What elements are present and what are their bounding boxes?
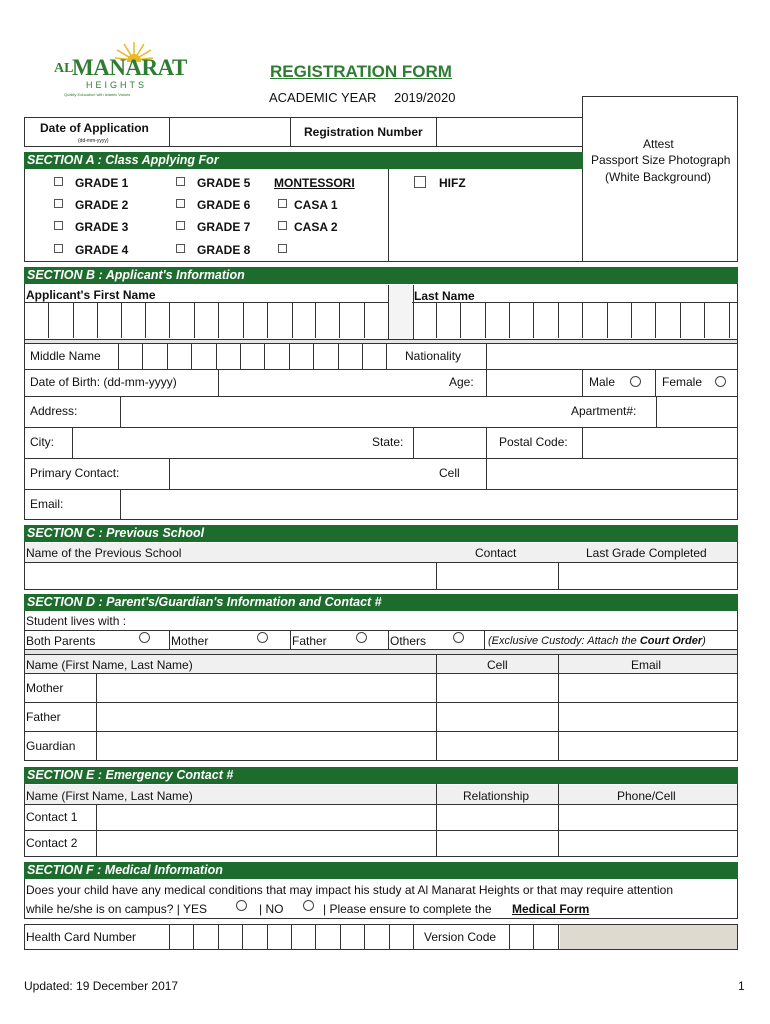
medical-question-ensure: | Please ensure to complete the: [323, 902, 492, 916]
casa-1-checkbox[interactable]: [278, 199, 287, 208]
logo-manarat: MANARAT: [72, 55, 187, 80]
contact-2-label: Contact 2: [26, 836, 78, 850]
montessori-other-checkbox[interactable]: [278, 244, 287, 253]
photo-line2: Passport Size Photograph: [591, 153, 731, 167]
male-radio[interactable]: [630, 376, 641, 387]
section-b-header: SECTION B : Applicant's Information: [24, 267, 738, 284]
grade-8-checkbox[interactable]: [176, 244, 185, 253]
father-radio[interactable]: [356, 632, 367, 643]
parent-name-header: Name (First Name, Last Name): [26, 658, 193, 672]
updated-date: Updated: 19 December 2017: [24, 979, 179, 993]
guardian-cell-field[interactable]: [437, 732, 557, 760]
first-name-cells[interactable]: [24, 303, 388, 338]
grade-4-label: GRADE 4: [75, 243, 129, 257]
cell-field[interactable]: [487, 459, 737, 488]
postal-code-label: Postal Code:: [499, 435, 568, 449]
mother-email-field[interactable]: [559, 674, 737, 702]
female-label: Female: [662, 375, 703, 389]
grade-5-label: GRADE 5: [197, 176, 251, 190]
grade-2-checkbox[interactable]: [54, 199, 63, 208]
father-email-field[interactable]: [559, 703, 737, 731]
address-field[interactable]: [121, 397, 561, 426]
dob-label: Date of Birth: (dd-mm-yyyy): [30, 375, 177, 389]
middle-name-cells[interactable]: [118, 343, 390, 369]
custody-note: [488, 635, 706, 647]
parent-cell-header: Cell: [487, 658, 508, 672]
postal-code-field[interactable]: [583, 428, 737, 457]
dob-field[interactable]: [219, 370, 434, 395]
section-d-header: SECTION D : Parent's/Guardian's Information and Contact #: [24, 594, 738, 611]
previous-school-name-label: Name of the Previous School: [26, 546, 182, 560]
health-card-cells[interactable]: [169, 925, 414, 949]
logo-heights: HEIGHTS: [86, 80, 148, 90]
version-code-cells[interactable]: [509, 925, 560, 949]
page-number: 1: [738, 979, 745, 993]
email-label: Email:: [30, 497, 64, 511]
others-radio[interactable]: [453, 632, 464, 643]
montessori-label: MONTESSORI: [274, 176, 355, 190]
nationality-label: Nationality: [405, 349, 462, 363]
academic-year-label: ACADEMIC YEAR: [269, 90, 377, 105]
casa-2-checkbox[interactable]: [278, 221, 287, 230]
father-option-label: Father: [292, 634, 327, 648]
grade-8-label: GRADE 8: [197, 243, 251, 257]
hifz-checkbox[interactable]: [414, 176, 426, 188]
father-name-field[interactable]: [97, 703, 435, 731]
guardian-name-field[interactable]: [97, 732, 435, 760]
others-option-label: Others: [390, 634, 427, 648]
school-logo: [54, 40, 187, 100]
medical-form-link[interactable]: Medical Form: [512, 902, 590, 916]
medical-question-yes: while he/she is on campus? | YES: [26, 902, 207, 916]
city-field[interactable]: [73, 428, 363, 457]
state-label: State:: [372, 435, 404, 449]
court-order-text: Court Order: [639, 635, 703, 647]
primary-contact-label: Primary Contact:: [30, 466, 120, 480]
custody-prefix: (Exclusive Custody: Attach the: [488, 635, 640, 647]
form-title: REGISTRATION FORM: [270, 62, 452, 81]
previous-school-contact-field[interactable]: [437, 563, 557, 589]
grade-7-checkbox[interactable]: [176, 221, 185, 230]
grade-7-label: GRADE 7: [197, 220, 251, 234]
section-e-header: SECTION E : Emergency Contact #: [24, 767, 738, 784]
medical-question-no: | NO: [259, 902, 284, 916]
medical-no-radio[interactable]: [303, 900, 314, 911]
health-card-grey-area: [560, 925, 737, 949]
grade-1-label: GRADE 1: [75, 176, 129, 190]
logo-al: AL: [54, 61, 74, 76]
registration-number-field[interactable]: [437, 118, 582, 146]
both-parents-label: Both Parents: [26, 634, 96, 648]
previous-school-name-field[interactable]: [25, 563, 435, 589]
grade-4-checkbox[interactable]: [54, 244, 63, 253]
hifz-label: HIFZ: [439, 176, 466, 190]
male-label: Male: [589, 375, 616, 389]
date-of-application-field[interactable]: [170, 118, 290, 146]
date-format-hint: (dd-mm-yyyy): [78, 138, 109, 144]
emergency-name-header: Name (First Name, Last Name): [26, 789, 193, 803]
photo-line3: (White Background): [605, 170, 712, 184]
mother-row-label: Mother: [26, 681, 64, 695]
casa-1-label: CASA 1: [294, 198, 338, 212]
registration-number-label: Registration Number: [304, 125, 423, 139]
previous-school-contact-label: Contact: [475, 546, 517, 560]
contact-2-name-field[interactable]: [97, 831, 435, 856]
nationality-field[interactable]: [487, 344, 737, 368]
contact-1-phone-field[interactable]: [559, 805, 737, 830]
mother-radio[interactable]: [257, 632, 268, 643]
phone-cell-header: Phone/Cell: [617, 789, 676, 803]
both-parents-radio[interactable]: [139, 632, 150, 643]
relationship-header: Relationship: [463, 789, 530, 803]
health-card-label: Health Card Number: [26, 930, 137, 944]
medical-yes-radio[interactable]: [236, 900, 247, 911]
section-c-header: SECTION C : Previous School: [24, 525, 738, 542]
apartment-label: Apartment#:: [571, 404, 637, 418]
grade-3-label: GRADE 3: [75, 220, 129, 234]
age-field[interactable]: [487, 370, 582, 395]
father-cell-field[interactable]: [437, 703, 557, 731]
contact-1-relationship-field[interactable]: [437, 805, 557, 830]
last-grade-completed-label: Last Grade Completed: [586, 546, 707, 560]
cell-label: Cell: [439, 466, 460, 480]
version-code-label: Version Code: [424, 930, 497, 944]
city-label: City:: [30, 435, 54, 449]
date-of-application-label: Date of Application: [40, 121, 149, 135]
first-name-label: Applicant's First Name: [26, 288, 156, 302]
mother-cell-field[interactable]: [437, 674, 557, 702]
photo-line1: Attest: [643, 137, 674, 151]
grade-5-checkbox[interactable]: [176, 177, 185, 186]
casa-2-label: CASA 2: [294, 220, 338, 234]
contact-2-relationship-field[interactable]: [437, 831, 557, 856]
state-field[interactable]: [414, 428, 486, 457]
grade-1-checkbox[interactable]: [54, 177, 63, 186]
mother-option-label: Mother: [171, 634, 209, 648]
female-radio[interactable]: [715, 376, 726, 387]
medical-question-line1: Does your child have any medical conditions that may impact his study at Al Manarat Heights or that may require attention: [26, 883, 673, 897]
grade-2-label: GRADE 2: [75, 198, 129, 212]
last-name-cells[interactable]: [412, 303, 738, 338]
contact-1-name-field[interactable]: [97, 805, 435, 830]
last-grade-completed-field[interactable]: [559, 563, 737, 589]
academic-year-value: 2019/2020: [394, 90, 456, 105]
apartment-field[interactable]: [657, 397, 737, 426]
custody-suffix: ): [702, 635, 706, 647]
section-f-header: SECTION F : Medical Information: [24, 862, 738, 879]
student-lives-with-label: Student lives with :: [26, 614, 127, 628]
parent-email-header: Email: [631, 658, 662, 672]
guardian-email-field[interactable]: [559, 732, 737, 760]
middle-name-label: Middle Name: [30, 349, 101, 363]
grade-6-label: GRADE 6: [197, 198, 251, 212]
contact-1-label: Contact 1: [26, 810, 78, 824]
email-field[interactable]: [121, 490, 737, 519]
father-row-label: Father: [26, 710, 61, 724]
logo-tagline: Quality Education with Islamic Values: [64, 92, 131, 97]
age-label: Age:: [449, 375, 474, 389]
grade-6-checkbox[interactable]: [176, 199, 185, 208]
section-a-header: SECTION A : Class Applying For: [24, 152, 583, 169]
contact-2-phone-field[interactable]: [559, 831, 737, 856]
mother-name-field[interactable]: [97, 674, 435, 702]
last-name-label: Last Name: [414, 289, 475, 303]
primary-contact-field[interactable]: [170, 459, 410, 488]
grade-3-checkbox[interactable]: [54, 221, 63, 230]
address-label: Address:: [30, 404, 78, 418]
guardian-row-label: Guardian: [26, 739, 76, 753]
